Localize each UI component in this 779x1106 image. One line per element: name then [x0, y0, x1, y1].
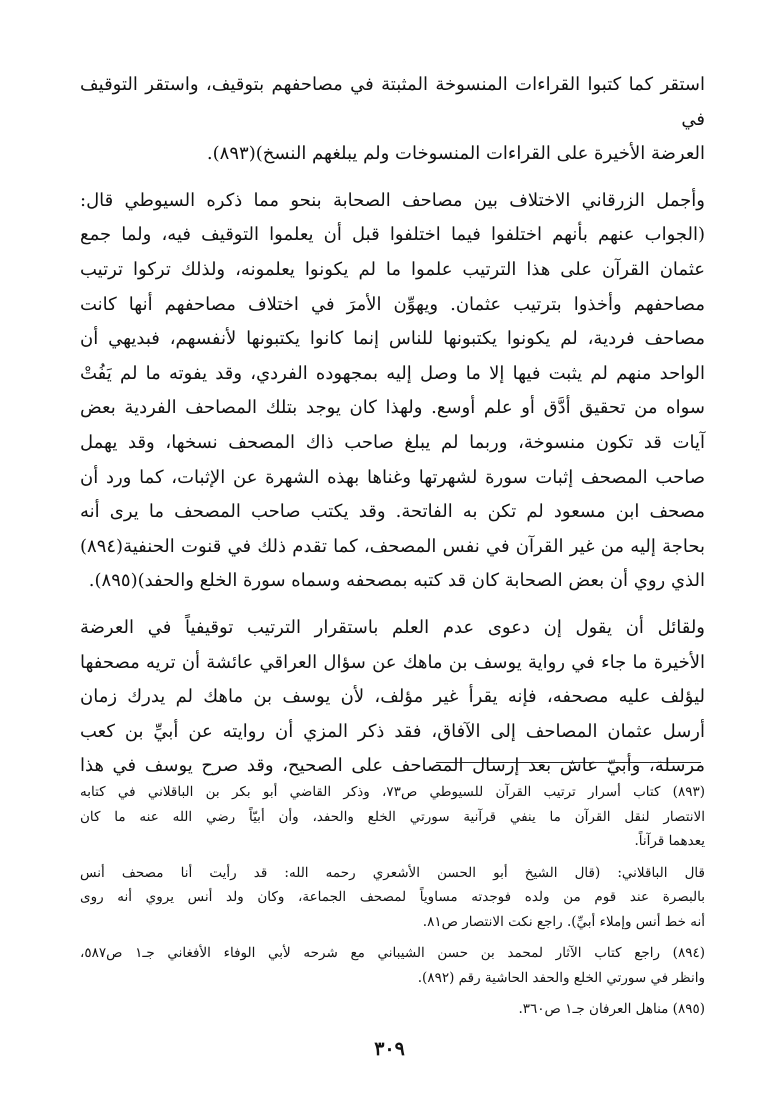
text-line: ولقائل أن يقول إن دعوى عدم العلم باستقرار الترتيب توقيفياً في العرضة: [80, 616, 705, 638]
main-text: [80, 68, 705, 796]
footnote: [80, 861, 705, 935]
footnote: [80, 941, 705, 990]
text-line: وأجمل الزرقاني الاختلاف بين مصاحف الصحابة بنحو مما ذكره السيوطي قال:: [80, 189, 705, 211]
paragraph: [80, 611, 705, 784]
footnote-line: يعدهما قرآناً.: [634, 833, 705, 849]
page-number: ٣٠٩: [374, 1038, 405, 1060]
text-line: سواه من تحقيق أدَّق أو علم أوسع. ولهذا كان يوجد بتلك المصاحف الفردية بعض: [80, 397, 705, 419]
footnote-line: قال الباقلاني: (قال الشيخ أبو الحسن الأشعري رحمه الله: قد رأيت أنا مصحف أنس: [80, 864, 705, 881]
text-line: الأخيرة ما جاء في رواية يوسف بن ماهك عن سؤال العراقي عائشة أن تريه مصحفها: [80, 651, 705, 673]
text-line: عثمان القرآن على هذا الترتيب علموا ما لم يكونوا يعلمونه، ولذلك تركوا ترتيب: [80, 258, 705, 280]
footnote: [80, 780, 705, 854]
footnote-separator: [436, 762, 701, 763]
text-line: مصاحف فردية، لم يكونوا يكتبونها للناس إنما كانوا يكتبونها لأنفسهم، فبديهي أن: [80, 328, 705, 350]
text-line: (الجواب عنهم بأنهم اختلفوا فيما اختلفوا قبل أن يعلموا التوقيف فيه، ولما جمع: [80, 224, 705, 246]
footnote-line: وانظر في سورتي الخلع والحفد الحاشية رقم (٨٩٢).: [417, 969, 705, 986]
text-line: أرسل عثمان المصاحف إلى الآفاق، فقد ذكر المزي أن روايته عن أبيِّ بن كعب: [80, 720, 705, 742]
paragraph: [80, 68, 705, 172]
footnote: [80, 997, 705, 1022]
text-line: استقر كما كتبوا القراءات المنسوخة المثبتة في مصاحفهم بتوقيف، واستقر التوقيف في: [80, 74, 705, 130]
text-line: العرضة الأخيرة على القراءات المنسوخات ولم يبلغهم النسخ)(٨٩٣).: [206, 143, 705, 165]
text-line: بحاجة إليه من غير القرآن في نفس المصحف، كما تقدم ذلك في قنوت الحنفية(٨٩٤): [80, 535, 705, 557]
text-line: مصحف ابن مسعود لم تكن به الفاتحة. وقد يكتب صاحب المصحف ما يرى أنه: [80, 501, 705, 523]
text-line: مرسلة، وأبيّ عاش بعد إرسال المصاحف على الصحيح، وقد صرح يوسف في هذا: [80, 755, 705, 777]
paragraph: [80, 184, 705, 599]
text-line: صاحب المصحف إثبات سورة لشهرتها وغناها بهذه الشهرة عن الإثبات، كما ورد أن: [80, 466, 705, 488]
footnote-line: بالبصرة عند قوم من ولده فوجدته مساوياً لمصحف الجماعة، وكان ولد أنس يروي أنه روى: [80, 889, 705, 905]
footnote-line: الانتصار لنقل القرآن ما ينفي قرآنية سورتي الخلع والحفد، وأن أبيّاً رضي الله عنه ما كان: [80, 808, 705, 825]
footnote-line: أنه خط أنس وإملاء أبيِّ). راجع نكت الانتصار ص٨١.: [422, 913, 705, 930]
footnote-line: (٨٩٥) مناهل العرفان جـ١ ص٣٦٠.: [518, 1001, 705, 1017]
text-line: الذي روي أن بعض الصحابة كان قد كتبه بمصحفه وسماه سورة الخلع والحفد)(٨٩٥).: [88, 570, 705, 592]
text-line: آيات قد تكون منسوخة، وربما لم يبلغ صاحب ذاك المصحف نسخها، وقد يهمل: [80, 431, 705, 453]
footnote-line: (٨٩٤) راجع كتاب الآثار لمحمد بن حسن الشيباني مع شرحه لأبي الوفاء الأفغاني جـ١ ص٥٨٧،: [80, 945, 705, 961]
text-line: مصاحفهم وأخذوا بترتيب عثمان. ويهوِّن الأمرَ في اختلاف مصاحفهم أنها كانت: [80, 293, 705, 315]
footnote-line: (٨٩٣) كتاب أسرار ترتيب القرآن للسيوطي ص٧٣، وذكر القاضي أبو بكر بن الباقلاني في كتابه: [80, 784, 705, 800]
footnotes: [80, 780, 705, 1029]
text-line: الواحد منهم لم يثبت فيها إلا ما وصل إليه بمجهوده الفردي، وقد يفوته ما لم يَفُتْ: [80, 362, 705, 384]
text-line: ليؤلف عليه مصحفه، فإنه يقرأ غير مؤلف، لأن يوسف بن ماهك لم يدرك زمان: [80, 686, 705, 708]
